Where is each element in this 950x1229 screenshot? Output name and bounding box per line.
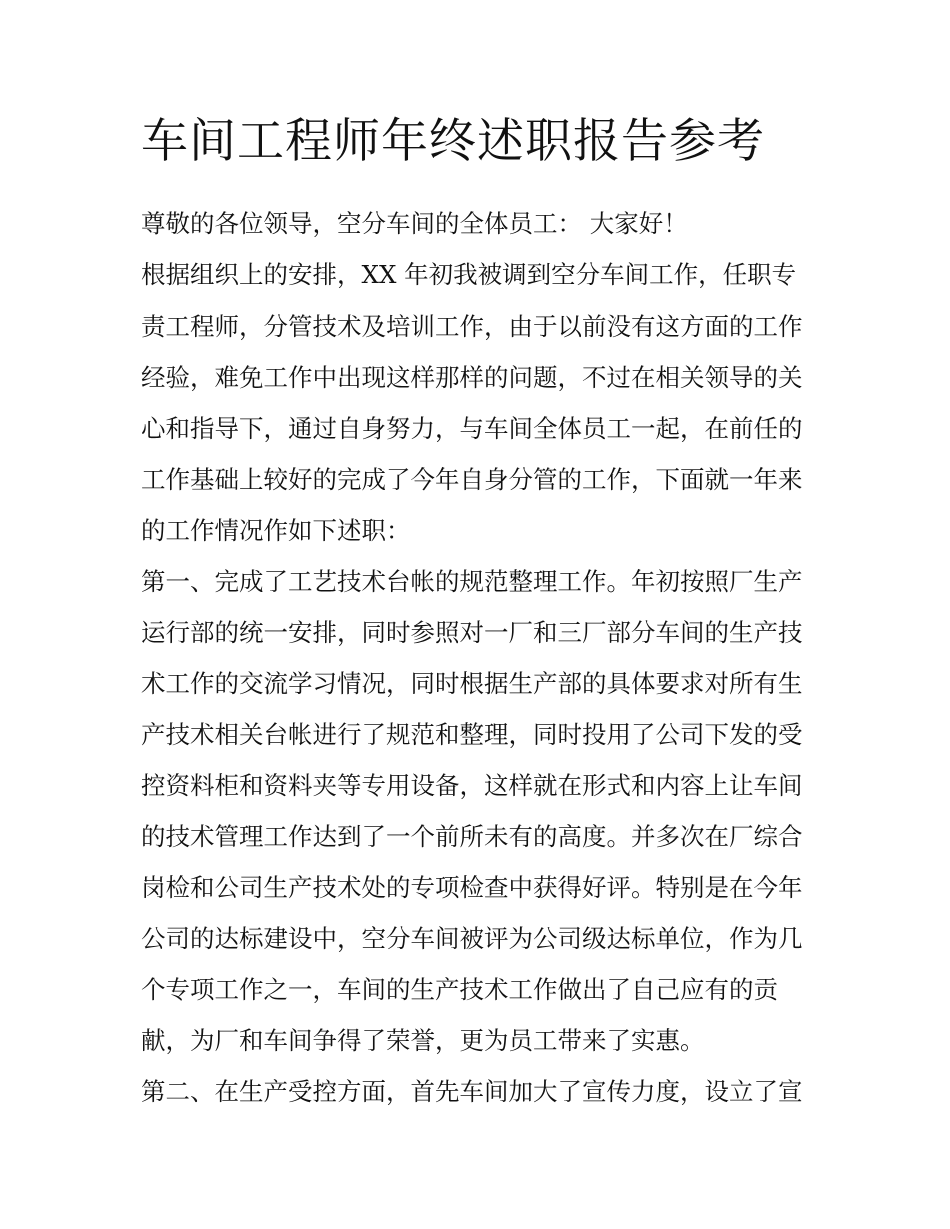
body-line: 工作基础上较好的完成了今年自身分管的工作，下面就一年来 (141, 465, 803, 494)
body-line: 心和指导下，通过自身努力，与车间全体员工一起，在前任的 (141, 414, 803, 443)
body-line: 责工程师，分管技术及培训工作，由于以前没有这方面的工作 (141, 312, 803, 341)
document-title: 车间工程师年终述职报告参考 (141, 114, 765, 169)
body-line: 产技术相关台帐进行了规范和整理，同时投用了公司下发的受 (141, 720, 803, 749)
body-line: 运行部的统一安排，同时参照对一厂和三厂部分车间的生产技 (141, 618, 803, 647)
body-line: 献，为厂和车间争得了荣誉，更为员工带来了实惠。 (141, 1026, 705, 1055)
body-line: 个专项工作之一，车间的生产技术工作做出了自己应有的贡 (141, 975, 778, 1004)
body-line: 的技术管理工作达到了一个前所未有的高度。并多次在厂综合 (141, 822, 803, 851)
body-line: 经验，难免工作中出现这样那样的问题，不过在相关领导的关 (141, 363, 803, 392)
body-line: 公司的达标建设中，空分车间被评为公司级达标单位，作为几 (141, 924, 803, 953)
body-line: 第一、完成了工艺技术台帐的规范整理工作。年初按照厂生产 (141, 567, 803, 596)
body-line: 控资料柜和资料夹等专用设备，这样就在形式和内容上让车间 (141, 771, 803, 800)
body-line: 根据组织上的安排，XX 年初我被调到空分车间工作，任职专 (141, 260, 797, 289)
body-line: 岗检和公司生产技术处的专项检查中获得好评。特别是在今年 (141, 873, 803, 902)
body-line: 第二、在生产受控方面，首先车间加大了宣传力度，设立了宣 (141, 1077, 803, 1106)
body-line-greeting: 尊敬的各位领导，空分车间的全体员工： 大家好！ (141, 209, 688, 238)
body-line: 术工作的交流学习情况，同时根据生产部的具体要求对所有生 (141, 669, 803, 698)
body-line: 的工作情况作如下述职： (141, 516, 411, 545)
